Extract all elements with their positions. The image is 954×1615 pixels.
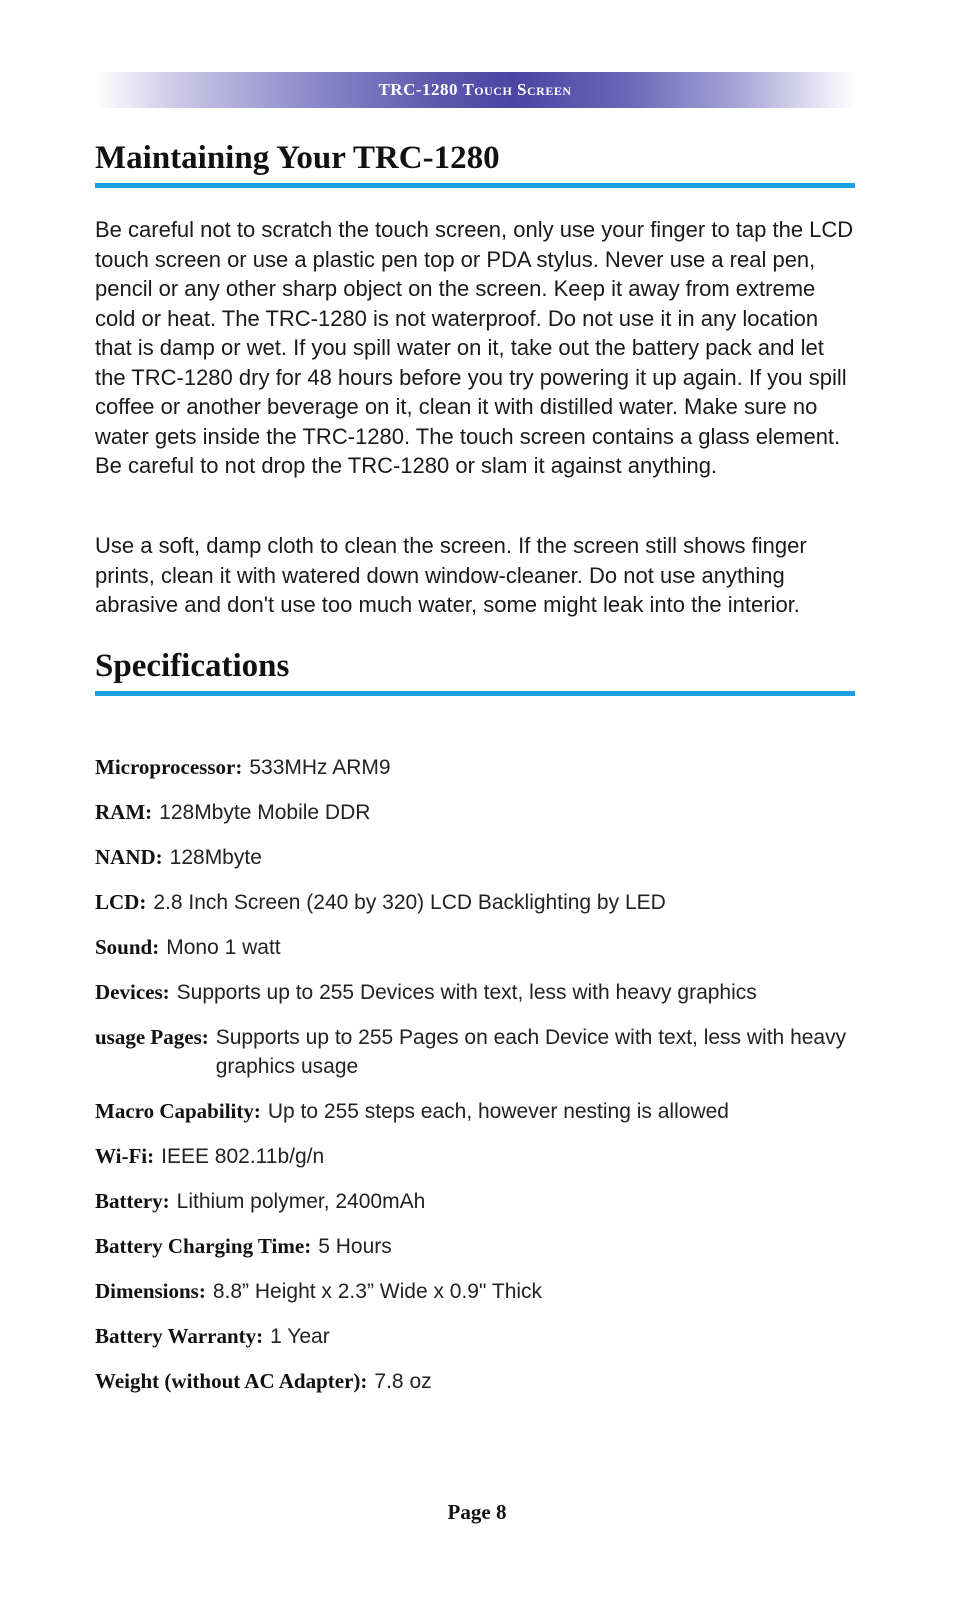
spec-label: Sound: [95,935,160,959]
page-number: Page 8 [447,1500,507,1524]
header-title: TRC-1280 Touch Screen [378,80,572,99]
spec-label: Battery: [95,1189,170,1213]
spec-label: Battery Charging Time: [95,1234,312,1258]
maintaining-title: Maintaining Your TRC-1280 [95,140,500,176]
spec-label: Macro Capability: [95,1099,261,1123]
spec-macro-capability [95,1097,855,1126]
spec-value: 7.8 oz [374,1370,432,1393]
spec-value: 128Mbyte Mobile DDR [159,801,371,824]
spec-lcd [95,888,855,917]
spec-value: Up to 255 steps each, however nesting is allowed [267,1100,729,1123]
spec-battery-charging-time [95,1232,855,1261]
spec-label: Devices: [95,980,170,1004]
spec-label: usage Pages: [95,1025,209,1049]
specifications-title: Specifications [95,648,290,684]
spec-label: LCD: [95,890,147,914]
specifications-rule [95,691,855,696]
spec-value: IEEE 802.11b/g/n [161,1145,325,1168]
spec-devices [95,978,855,1007]
spec-battery [95,1187,855,1216]
spec-nand [95,843,855,872]
spec-wifi [95,1142,855,1171]
spec-sound [95,933,855,962]
spec-label: NAND: [95,845,163,869]
spec-label: Microprocessor: [95,755,243,779]
spec-value: 2.8 Inch Screen (240 by 320) LCD Backlighting by LED [153,891,666,914]
spec-weight [95,1367,855,1396]
spec-value: 533MHz ARM9 [249,756,391,779]
spec-value: 8.8” Height x 2.3” Wide x 0.9" Thick [212,1280,543,1303]
maintaining-paragraph-2: Use a soft, damp cloth to clean the screen. If the screen still shows finger prints, clean it with watered down window-cleaner. Do not use anything abrasive and don't use too much water, some might leak into the interior. [95,533,807,617]
spec-value: 5 Hours [318,1235,392,1258]
spec-microprocessor [95,753,855,782]
spec-value: Supports up to 255 Devices with text, less with heavy graphics [176,981,757,1004]
header-band [95,72,855,108]
spec-value: Mono 1 watt [166,936,281,959]
spec-value: 1 Year [270,1325,330,1348]
spec-usage-pages [95,1023,855,1081]
maintaining-rule [95,183,855,188]
spec-label: Dimensions: [95,1279,206,1303]
spec-label: Wi-Fi: [95,1144,155,1168]
spec-dimensions [95,1277,855,1306]
spec-value: 128Mbyte [169,846,262,869]
spec-label: RAM: [95,800,153,824]
spec-label: Weight (without AC Adapter): [95,1369,368,1393]
spec-battery-warranty [95,1322,855,1351]
spec-label: Battery Warranty: [95,1324,264,1348]
maintaining-paragraph-1: Be careful not to scratch the touch screen, only use your finger to tap the LCD touch screen or use a plastic pen top or PDA stylus. Never use a real pen, pencil or any other sharp object on the screen. Keep it away from extreme cold or heat. The TRC-1280 is not waterproof. Do not use it in any location that is damp or wet. If you spill water on it, take out the battery pack and let the TRC-1280 dry for 48 hours before you try powering it up again. If you spill coffee or another beverage on it, clean it with distilled water. Make sure no water gets inside the TRC-1280. The touch screen contains a glass element. Be careful to not drop the TRC-1280 or slam it against anything. [95,217,854,478]
spec-value: Supports up to 255 Pages on each Device with text, less with heavy graphics usage [215,1026,847,1078]
spec-ram [95,798,855,827]
spec-value: Lithium polymer, 2400mAh [176,1190,426,1213]
specifications-list [95,753,855,1412]
